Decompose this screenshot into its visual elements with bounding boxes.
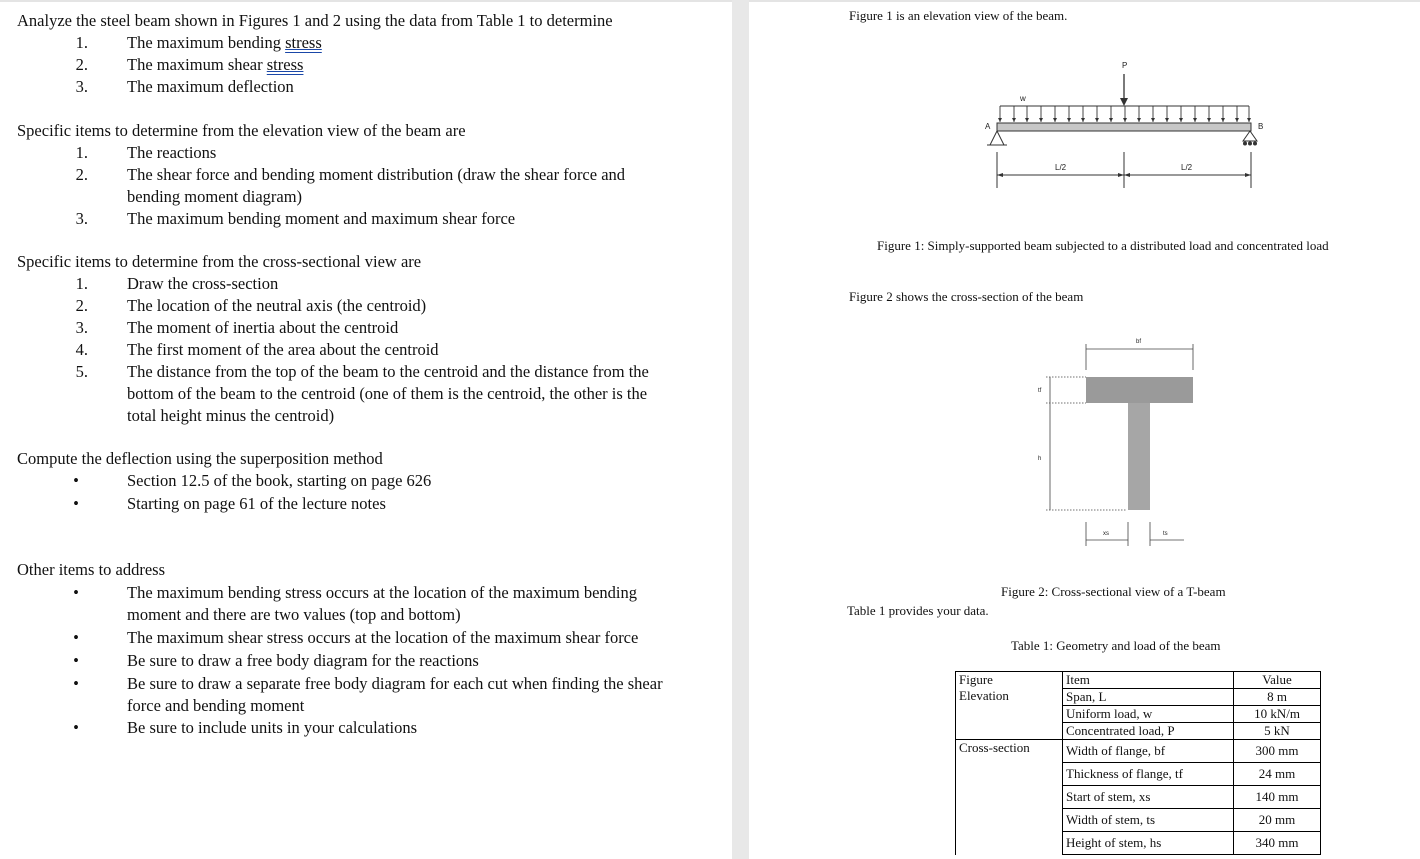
page-gutter: [732, 0, 749, 859]
table-row: Cross-section Width of flange, bf 300 mm: [956, 740, 1321, 763]
table-row: Start of stem, xs 140 mm: [956, 786, 1321, 809]
data-table: [955, 671, 1321, 855]
label-xs: xs: [1103, 531, 1109, 537]
figure2-intro: Figure 2 shows the cross-section of the beam: [849, 289, 1084, 304]
roller-support-b: [1243, 131, 1257, 141]
beam-body: [997, 123, 1251, 131]
label-w: w: [1020, 94, 1026, 103]
figure1-intro: Figure 1 is an elevation view of the beam.: [849, 8, 1068, 23]
table-row: Height of stem, hs 340 mm: [956, 832, 1321, 855]
elevation-heading: Specific items to determine from the elevation view of the beam are: [17, 121, 466, 140]
table-row: Figure Elevation Item Value: [956, 672, 1321, 689]
table-row: Concentrated load, P 5 kN: [956, 723, 1321, 740]
spellcheck-underline: stress: [266, 55, 304, 74]
table-row: Span, L 8 m: [956, 689, 1321, 706]
label-half-right: L/2: [1181, 163, 1193, 172]
left-page: Analyze the steel beam shown in Figures 1 and 2 using the data from Table 1 to determine 1. The maximum bending stress 2. The maximum shear stress 3. The maximum deflection Specific items to determine from the elevation view of the beam are 1. The reactions 2. The shear force and bending moment distribution (draw the shear force and bending moment diagram) 3. The maximum bending moment and maximum shear force Specific items to determine from the cross-sectional view are 1. Draw the cross-section 2. The location of the neutral axis (the centroid) 3. The moment of inertia about the centroid 4. The first moment of the area about the centroid 5. The distance from the top of the beam to the centroid and the distance from the bottom of the beam to the centroid (one of them is the centroid, the other is the total height minus the centroid) Compute the deflection using the superposition method • Section 12.5 of the book, starting on page 626 • Starting on page 61 of the lecture notes Other items to address • The maximum bending stress occurs at the location of the maximum bending moment and there are two values (top and bottom) • The maximum shear stress occurs at the location of the maximum shear force • Be sure to draw a free body diagram for the reactions • Be sure to draw a separate free body diagram for each cut when finding the shear force and bending moment • Be sure to include units in your calculations: [0, 2, 732, 859]
intro-paragraph: Analyze the steel beam shown in Figures 1 and 2 using the data from Table 1 to determine: [17, 11, 613, 30]
figure2-tbeam-diagram: [1030, 332, 1230, 552]
table-row: Width of stem, ts 20 mm: [956, 809, 1321, 832]
label-tf: tf: [1038, 388, 1042, 394]
cross-section-heading: Specific items to determine from the cross-sectional view are: [17, 252, 422, 271]
table-row: Thickness of flange, tf 24 mm: [956, 763, 1321, 786]
figure1-caption: Figure 1: Simply-supported beam subjected to a distributed load and concentrated load: [877, 238, 1329, 253]
label-a: A: [985, 122, 991, 131]
label-bf: bf: [1136, 339, 1142, 345]
deflection-heading: Compute the deflection using the superposition method: [17, 449, 383, 468]
figure1-beam-diagram: [979, 54, 1279, 194]
table-row: Uniform load, w 10 kN/m: [956, 706, 1321, 723]
spellcheck-underline: stress: [285, 33, 322, 52]
table-caption: Table 1: Geometry and load of the beam: [1011, 638, 1221, 653]
label-h: h: [1038, 456, 1042, 462]
label-p: P: [1122, 61, 1128, 70]
label-b: B: [1258, 122, 1264, 131]
table-intro: Table 1 provides your data.: [847, 603, 989, 618]
tbeam-stem: [1128, 403, 1150, 510]
figure2-caption: Figure 2: Cross-sectional view of a T-beam: [1001, 584, 1226, 599]
label-ts: ts: [1163, 531, 1168, 537]
right-page: [749, 2, 1420, 859]
tbeam-flange: [1086, 377, 1193, 403]
other-items-heading: Other items to address: [17, 560, 166, 579]
pin-support-a: [990, 131, 1004, 145]
label-half-left: L/2: [1055, 163, 1067, 172]
